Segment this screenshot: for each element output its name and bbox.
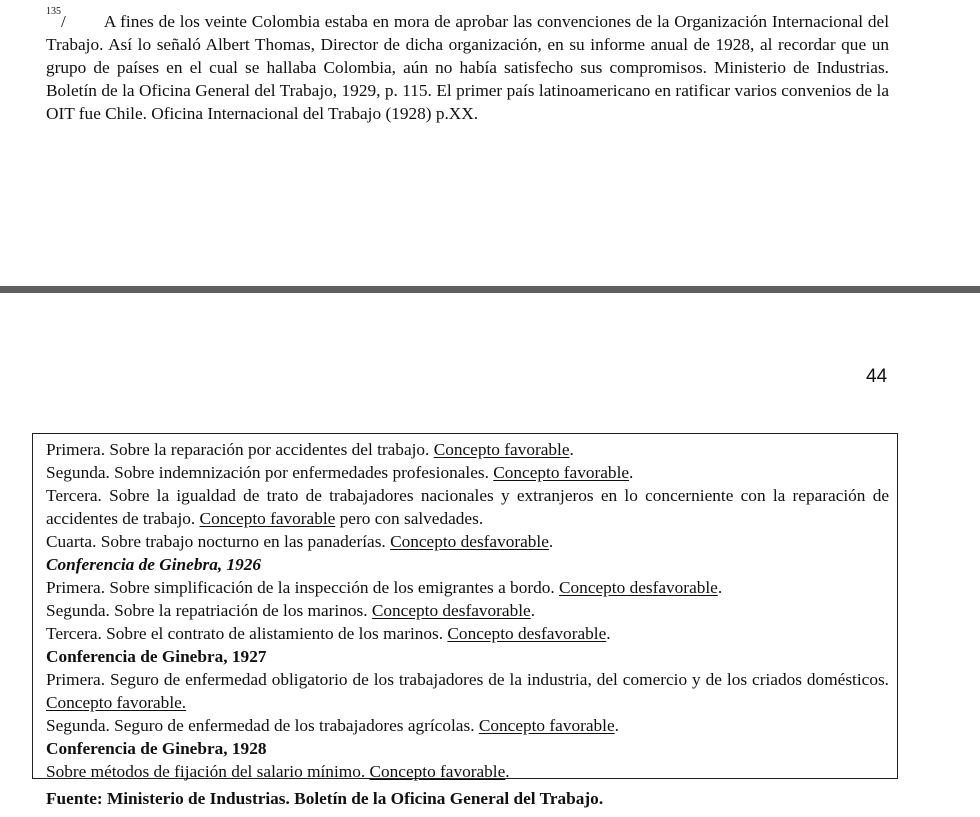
table-row	[46, 622, 889, 645]
entry-after: .	[629, 463, 634, 482]
footnote-text: A fines de los veinte Colombia estaba en mora de aprobar las convenciones de la Organización Internacional del Trabajo. Así lo señaló Albert Thomas, Director de dicha organización, en su informe anual de 1928, al recordar que un grupo de países en el cual se hallaba Colombia, aún no había satisfecho sus compromisos. Ministerio de Industrias. Boletín de la Oficina General del Trabajo, 1929, p. 115. El primer país latinoamericano en ratificar varios convenios de la OIT fue Chile. Oficina Internacional del Trabajo (1928) p.XX.	[46, 12, 889, 123]
entry-after: .	[614, 716, 619, 735]
section-heading-1926: Conferencia de Ginebra, 1926	[46, 555, 262, 574]
concept-label: Concepto desfavorable	[559, 578, 718, 597]
entry-text: Segunda. Sobre indemnización por enfermedades profesionales.	[46, 463, 494, 482]
entry-after: .	[505, 762, 510, 781]
concept-label: Concepto favorable.	[46, 693, 187, 712]
page-separator	[0, 286, 980, 293]
footnote-number: 135	[46, 6, 61, 17]
entry-text: Primera. Sobre simplificación de la inspección de los emigrantes a bordo.	[46, 578, 560, 597]
concept-label: Concepto favorable	[199, 509, 336, 528]
source-note: Fuente: Ministerio de Industrias. Boletín de la Oficina General del Trabajo.	[46, 789, 604, 808]
conventions-table	[32, 433, 898, 779]
entry-after: .	[569, 440, 574, 459]
concept-label: Concepto favorable	[478, 716, 615, 735]
table-row	[46, 760, 889, 783]
table-row	[46, 461, 889, 484]
entry-text: Segunda. Sobre la repatriación de los marinos.	[46, 601, 372, 620]
table-row	[46, 484, 889, 530]
table-row	[46, 438, 889, 461]
concept-label: Concepto desfavorable	[390, 532, 549, 551]
entry-text: Sobre métodos de fijación del salario mínimo.	[46, 762, 370, 781]
table-row	[46, 530, 889, 553]
entry-after: .	[548, 532, 554, 551]
concept-label: Concepto favorable	[369, 762, 506, 781]
table-row	[46, 668, 889, 714]
concept-label: Concepto favorable	[433, 440, 570, 459]
entry-text: Primera. Seguro de enfermedad obligatorio de los trabajadores de la industria, del comercio y de los criados domésticos.	[46, 670, 889, 689]
table-row	[46, 599, 889, 622]
concept-label: Concepto desfavorable	[371, 601, 531, 620]
entry-after: .	[717, 578, 723, 597]
footnote-135	[46, 6, 889, 125]
entry-text: Cuarta. Sobre trabajo nocturno en las panaderías.	[46, 532, 391, 551]
entry-after: pero con salvedades.	[335, 509, 484, 528]
section-heading-1928: Conferencia de Ginebra, 1928	[46, 739, 267, 758]
entry-text: Segunda. Seguro de enfermedad de los trabajadores agrícolas.	[46, 716, 479, 735]
section-heading-1927: Conferencia de Ginebra, 1927	[46, 647, 267, 666]
table-row	[46, 714, 889, 737]
entry-text: Tercera. Sobre la igualdad de trato de trabajadores nacionales y extranjeros en lo concerniente con la reparación de accidentes de trabajo.	[46, 486, 889, 528]
entry-text: Primera. Sobre la reparación por accidentes del trabajo.	[46, 440, 434, 459]
entry-text: Tercera. Sobre el contrato de alistamiento de los marinos.	[46, 624, 448, 643]
concept-label: Concepto favorable	[493, 463, 630, 482]
concept-label: Concepto desfavorable	[447, 624, 607, 643]
entry-after: .	[530, 601, 536, 620]
table-row	[46, 576, 889, 599]
page-number: 44	[866, 366, 888, 387]
footnote-marker: /	[61, 12, 66, 31]
entry-after: .	[606, 624, 611, 643]
